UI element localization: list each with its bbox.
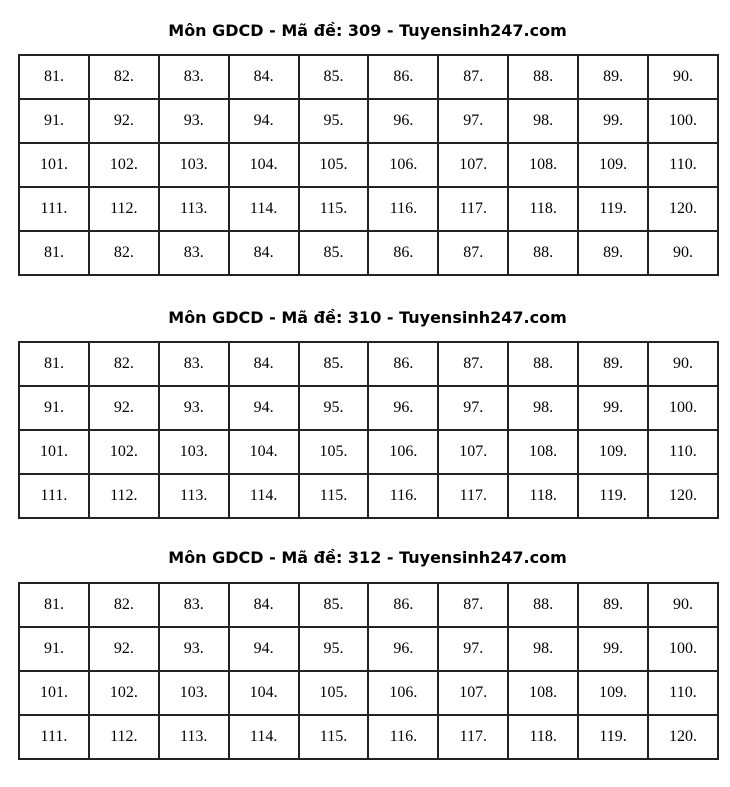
- question-number-cell: 108.: [508, 671, 578, 715]
- question-number-cell: 113.: [159, 715, 229, 759]
- question-number-cell: 97.: [438, 386, 508, 430]
- question-number-cell: 115.: [299, 187, 369, 231]
- question-number-cell: 83.: [159, 583, 229, 627]
- question-number-cell: 99.: [578, 99, 648, 143]
- question-number-cell: 113.: [159, 187, 229, 231]
- question-number-cell: 104.: [229, 143, 299, 187]
- question-number-cell: 120.: [648, 715, 718, 759]
- table-row: [19, 55, 718, 99]
- question-number-cell: 107.: [438, 430, 508, 474]
- question-number-cell: 113.: [159, 474, 229, 518]
- question-number-cell: 114.: [229, 715, 299, 759]
- question-number-cell: 82.: [89, 583, 159, 627]
- question-number-cell: 84.: [229, 583, 299, 627]
- question-number-cell: 102.: [89, 430, 159, 474]
- question-number-cell: 118.: [508, 715, 578, 759]
- table-row: [19, 342, 718, 386]
- question-number-cell: 91.: [19, 627, 89, 671]
- question-number-cell: 88.: [508, 342, 578, 386]
- question-number-cell: 101.: [19, 671, 89, 715]
- question-number-cell: 83.: [159, 342, 229, 386]
- question-number-cell: 98.: [508, 99, 578, 143]
- question-number-cell: 104.: [229, 671, 299, 715]
- question-number-cell: 111.: [19, 187, 89, 231]
- table-row: [19, 583, 718, 627]
- table-row: [19, 231, 718, 275]
- question-number-cell: 96.: [368, 386, 438, 430]
- question-number-cell: 111.: [19, 715, 89, 759]
- question-number-cell: 110.: [648, 671, 718, 715]
- question-number-cell: 96.: [368, 99, 438, 143]
- question-number-cell: 118.: [508, 187, 578, 231]
- question-number-cell: 117.: [438, 715, 508, 759]
- question-number-cell: 108.: [508, 430, 578, 474]
- question-number-cell: 84.: [229, 342, 299, 386]
- question-number-cell: 106.: [368, 430, 438, 474]
- question-number-cell: 105.: [299, 430, 369, 474]
- question-number-cell: 90.: [648, 583, 718, 627]
- question-number-cell: 87.: [438, 583, 508, 627]
- section-title-312: Môn GDCD - Mã đề: 312 - Tuyensinh247.com: [168, 548, 567, 567]
- question-number-cell: 90.: [648, 55, 718, 99]
- question-number-cell: 115.: [299, 715, 369, 759]
- table-row: [19, 430, 718, 474]
- table-row: [19, 627, 718, 671]
- table-row: [19, 671, 718, 715]
- question-number-cell: 120.: [648, 474, 718, 518]
- question-number-cell: 102.: [89, 143, 159, 187]
- question-number-cell: 89.: [578, 342, 648, 386]
- question-number-cell: 114.: [229, 187, 299, 231]
- question-number-cell: 88.: [508, 231, 578, 275]
- table-row: [19, 474, 718, 518]
- question-number-cell: 86.: [368, 55, 438, 99]
- question-number-cell: 117.: [438, 187, 508, 231]
- question-number-cell: 116.: [368, 715, 438, 759]
- question-number-cell: 98.: [508, 386, 578, 430]
- question-number-cell: 108.: [508, 143, 578, 187]
- question-number-cell: 82.: [89, 231, 159, 275]
- question-number-cell: 89.: [578, 55, 648, 99]
- question-number-cell: 120.: [648, 187, 718, 231]
- question-number-cell: 85.: [299, 55, 369, 99]
- question-number-cell: 93.: [159, 99, 229, 143]
- question-number-cell: 109.: [578, 143, 648, 187]
- question-number-cell: 92.: [89, 627, 159, 671]
- question-number-cell: 85.: [299, 231, 369, 275]
- question-number-cell: 93.: [159, 386, 229, 430]
- question-number-cell: 91.: [19, 386, 89, 430]
- question-number-cell: 100.: [648, 627, 718, 671]
- question-number-cell: 94.: [229, 99, 299, 143]
- question-number-cell: 118.: [508, 474, 578, 518]
- question-number-cell: 96.: [368, 627, 438, 671]
- section-title-309: Môn GDCD - Mã đề: 309 - Tuyensinh247.com: [168, 21, 567, 40]
- question-number-cell: 86.: [368, 583, 438, 627]
- question-number-cell: 116.: [368, 187, 438, 231]
- question-number-cell: 88.: [508, 55, 578, 99]
- question-number-cell: 85.: [299, 342, 369, 386]
- answer-table-312: [18, 582, 719, 760]
- question-number-cell: 103.: [159, 430, 229, 474]
- question-number-cell: 94.: [229, 627, 299, 671]
- question-number-cell: 98.: [508, 627, 578, 671]
- question-number-cell: 103.: [159, 143, 229, 187]
- question-number-cell: 86.: [368, 231, 438, 275]
- question-number-cell: 91.: [19, 99, 89, 143]
- question-number-cell: 114.: [229, 474, 299, 518]
- question-number-cell: 99.: [578, 386, 648, 430]
- question-number-cell: 95.: [299, 99, 369, 143]
- answer-table-310: [18, 341, 719, 519]
- table-row: [19, 386, 718, 430]
- question-number-cell: 95.: [299, 386, 369, 430]
- question-number-cell: 84.: [229, 231, 299, 275]
- question-number-cell: 106.: [368, 143, 438, 187]
- question-number-cell: 100.: [648, 386, 718, 430]
- question-number-cell: 81.: [19, 231, 89, 275]
- question-number-cell: 115.: [299, 474, 369, 518]
- question-number-cell: 101.: [19, 143, 89, 187]
- question-number-cell: 83.: [159, 55, 229, 99]
- question-number-cell: 109.: [578, 430, 648, 474]
- question-number-cell: 109.: [578, 671, 648, 715]
- question-number-cell: 95.: [299, 627, 369, 671]
- question-number-cell: 119.: [578, 715, 648, 759]
- question-number-cell: 89.: [578, 231, 648, 275]
- question-number-cell: 97.: [438, 627, 508, 671]
- question-number-cell: 112.: [89, 474, 159, 518]
- question-number-cell: 101.: [19, 430, 89, 474]
- question-number-cell: 88.: [508, 583, 578, 627]
- question-number-cell: 99.: [578, 627, 648, 671]
- question-number-cell: 119.: [578, 474, 648, 518]
- section-title-310: Môn GDCD - Mã đề: 310 - Tuyensinh247.com: [168, 308, 567, 327]
- answer-table-309: [18, 54, 719, 276]
- question-number-cell: 116.: [368, 474, 438, 518]
- question-number-cell: 87.: [438, 342, 508, 386]
- question-number-cell: 112.: [89, 715, 159, 759]
- question-number-cell: 117.: [438, 474, 508, 518]
- question-number-cell: 93.: [159, 627, 229, 671]
- question-number-cell: 89.: [578, 583, 648, 627]
- question-number-cell: 87.: [438, 55, 508, 99]
- question-number-cell: 90.: [648, 342, 718, 386]
- question-number-cell: 104.: [229, 430, 299, 474]
- table-row: [19, 187, 718, 231]
- question-number-cell: 82.: [89, 55, 159, 99]
- question-number-cell: 83.: [159, 231, 229, 275]
- question-number-cell: 107.: [438, 143, 508, 187]
- question-number-cell: 82.: [89, 342, 159, 386]
- question-number-cell: 105.: [299, 143, 369, 187]
- question-number-cell: 106.: [368, 671, 438, 715]
- question-number-cell: 84.: [229, 55, 299, 99]
- question-number-cell: 112.: [89, 187, 159, 231]
- question-number-cell: 94.: [229, 386, 299, 430]
- question-number-cell: 92.: [89, 386, 159, 430]
- question-number-cell: 90.: [648, 231, 718, 275]
- question-number-cell: 105.: [299, 671, 369, 715]
- question-number-cell: 110.: [648, 143, 718, 187]
- question-number-cell: 85.: [299, 583, 369, 627]
- question-number-cell: 110.: [648, 430, 718, 474]
- table-row: [19, 715, 718, 759]
- question-number-cell: 87.: [438, 231, 508, 275]
- question-number-cell: 81.: [19, 342, 89, 386]
- question-number-cell: 111.: [19, 474, 89, 518]
- question-number-cell: 81.: [19, 583, 89, 627]
- question-number-cell: 97.: [438, 99, 508, 143]
- question-number-cell: 119.: [578, 187, 648, 231]
- question-number-cell: 92.: [89, 99, 159, 143]
- table-row: [19, 143, 718, 187]
- question-number-cell: 86.: [368, 342, 438, 386]
- table-row: [19, 99, 718, 143]
- question-number-cell: 102.: [89, 671, 159, 715]
- question-number-cell: 81.: [19, 55, 89, 99]
- question-number-cell: 107.: [438, 671, 508, 715]
- question-number-cell: 103.: [159, 671, 229, 715]
- question-number-cell: 100.: [648, 99, 718, 143]
